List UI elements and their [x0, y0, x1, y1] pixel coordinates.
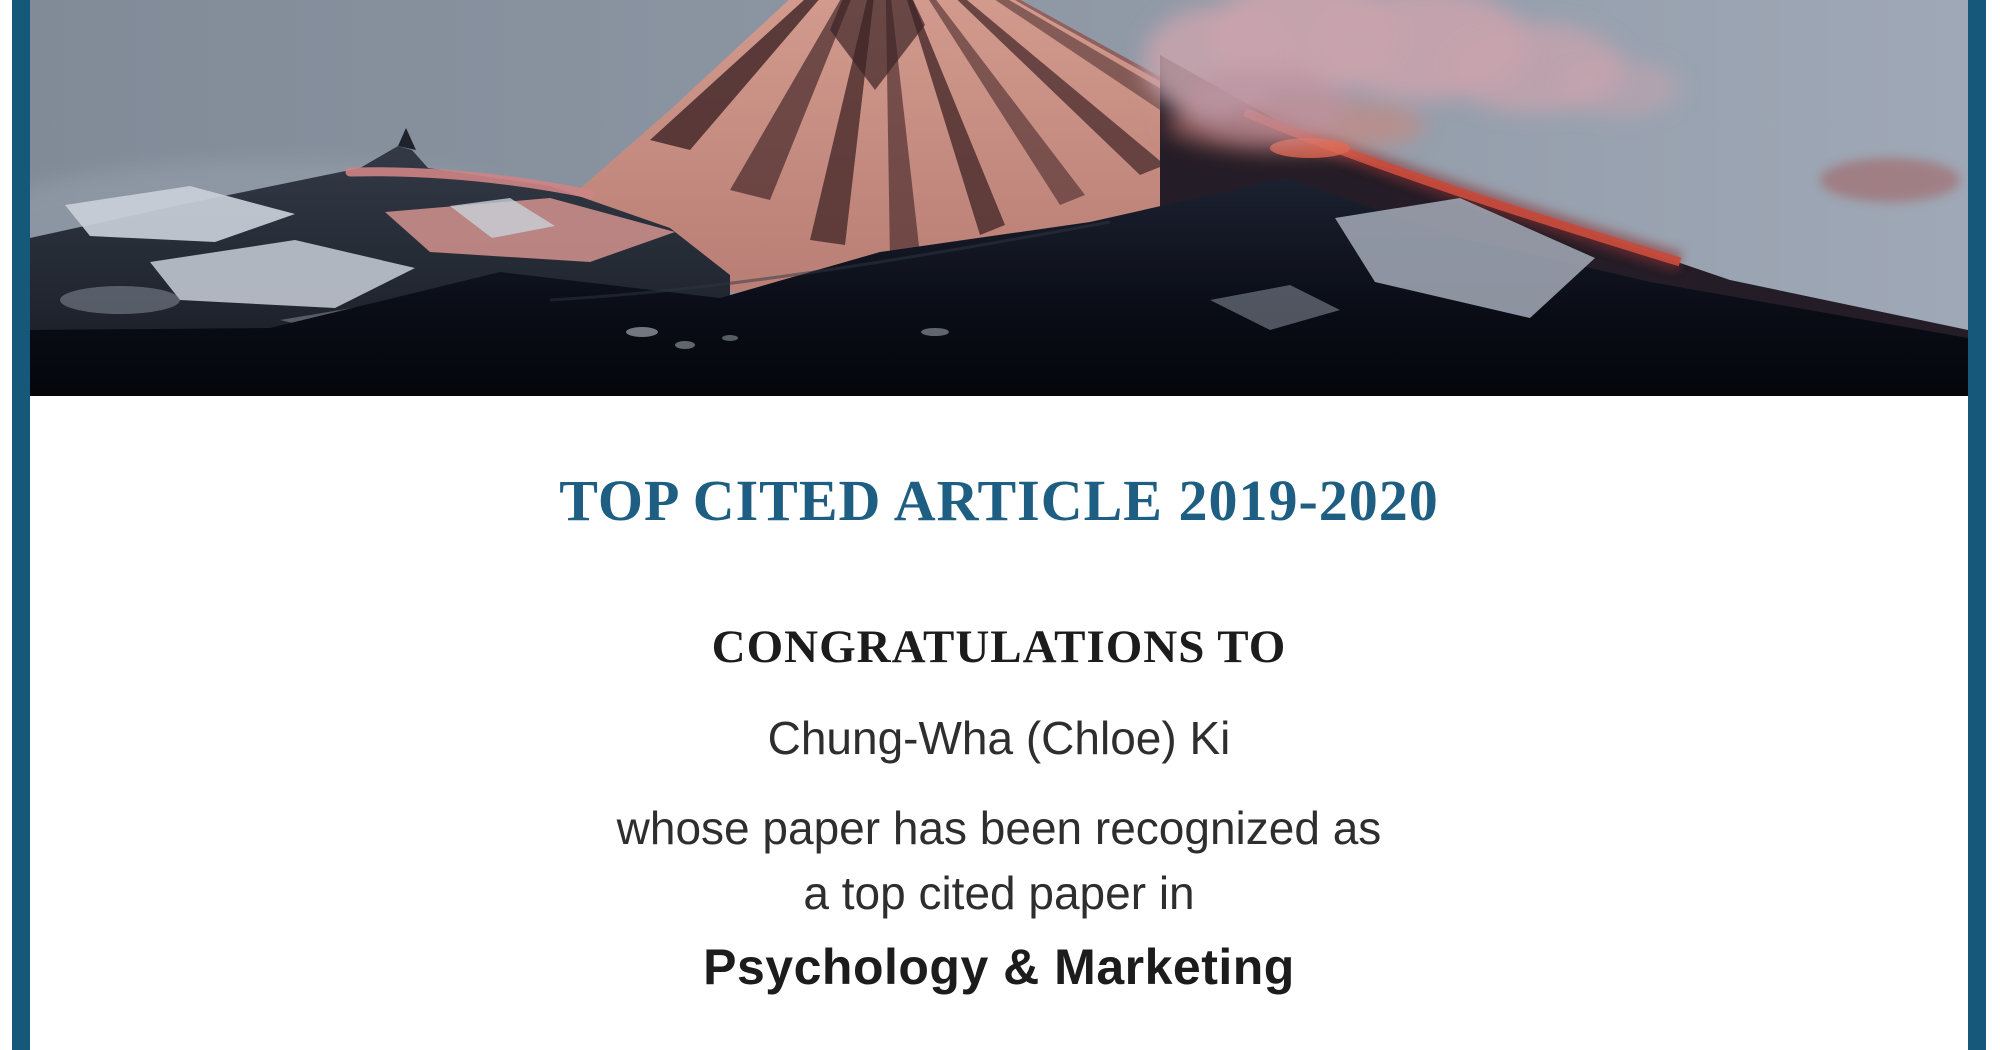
page-title: TOP CITED ARTICLE 2019-2020	[559, 468, 1439, 533]
recognition-text	[30, 796, 1968, 926]
salutation-heading: CONGRATULATIONS TO	[711, 621, 1287, 673]
recipient-name: Chung-Wha (Chloe) Ki	[767, 712, 1231, 764]
recognition-line-1: whose paper has been recognized as	[616, 801, 1382, 854]
banner-photo	[30, 0, 1968, 396]
certificate-content	[30, 468, 1968, 995]
volcano-illustration	[30, 0, 1968, 396]
journal-name: Psychology & Marketing	[703, 938, 1295, 995]
certificate-card	[12, 0, 1986, 1050]
recognition-line-2: a top cited paper in	[803, 866, 1195, 919]
